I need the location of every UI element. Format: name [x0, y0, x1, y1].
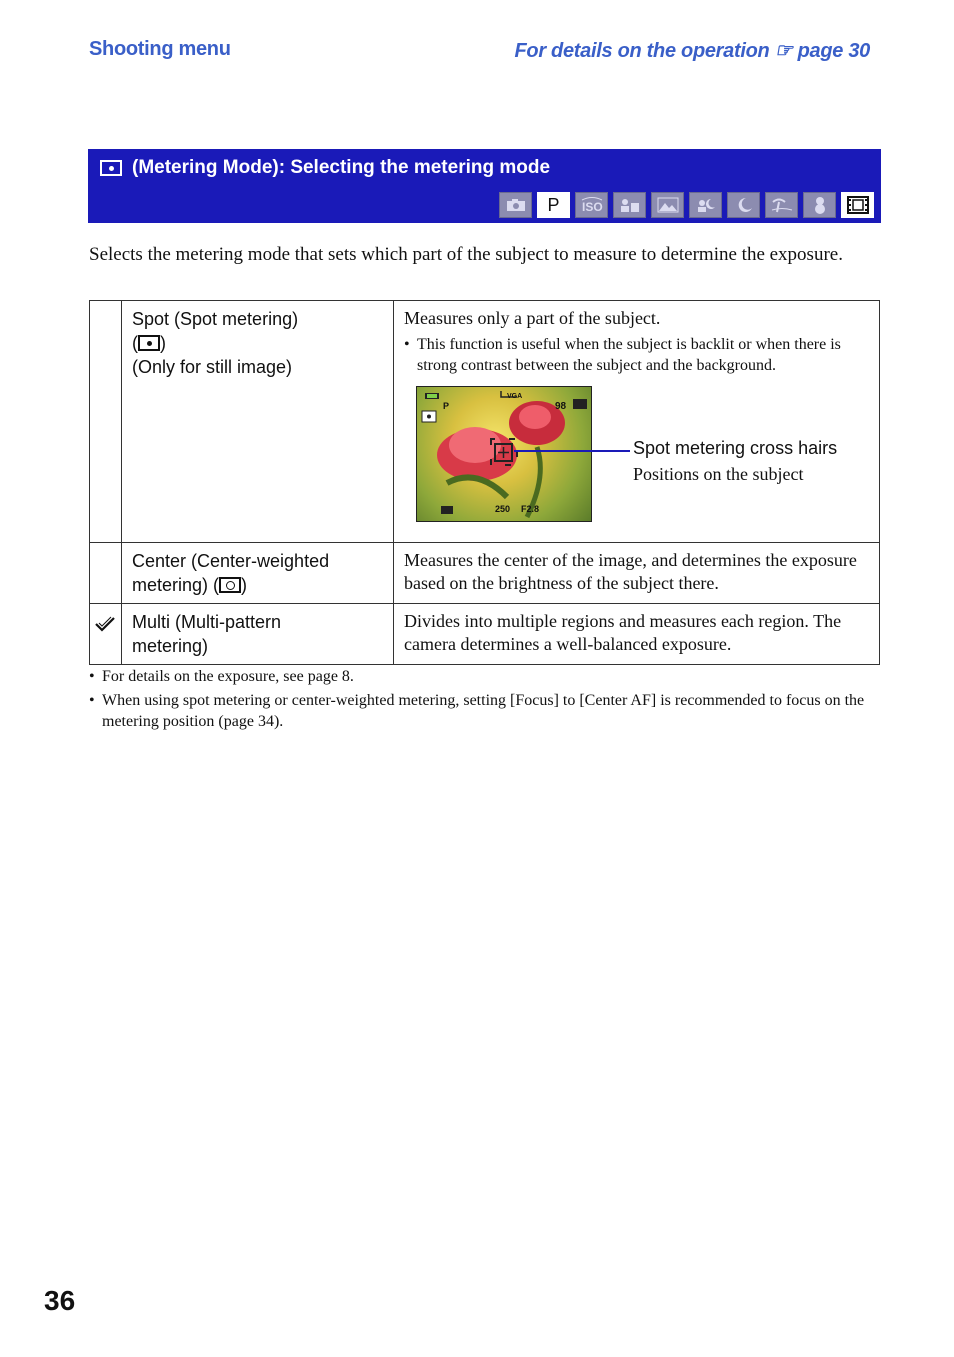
spot-icon-line: ( )	[132, 333, 166, 353]
twilight-portrait-icon	[689, 192, 722, 218]
option-name-cell	[122, 604, 394, 665]
center-weighted-icon	[219, 577, 241, 593]
footnote-item: • When using spot metering or center-weighted metering, setting [Focus] to [Center AF] is recommended to focus on the metering position (page 34).	[89, 690, 879, 732]
center-name: Center (Center-weighted	[132, 551, 330, 571]
table-row	[90, 301, 880, 543]
multi-name: Multi (Multi-pattern	[132, 612, 282, 632]
details-page: page 30	[797, 40, 870, 62]
spot-metering-icon	[100, 160, 122, 176]
shooting-mode-icons	[499, 192, 874, 218]
snow-icon	[803, 192, 836, 218]
details-text: For details on the operation	[514, 40, 770, 62]
table-row	[90, 543, 880, 604]
metering-options-table	[89, 300, 880, 665]
pointing-hand-icon: ☞	[774, 40, 793, 62]
spot-bullet: • This function is useful when the subject is backlit or when there is strong contrast between the subject and the background.	[404, 334, 869, 376]
landscape-icon	[651, 192, 684, 218]
center-name-cont: metering) (	[132, 575, 220, 595]
option-desc-cell: Measures the center of the image, and determines the exposure based on the brightness of the subject there.	[394, 543, 880, 604]
option-name-cell	[122, 301, 394, 543]
intro-paragraph: Selects the metering mode that sets which part of the subject to measure to determine the exposure.	[89, 244, 843, 265]
svg-text:ISO: ISO	[581, 200, 603, 214]
lcd-aperture: F2.8	[521, 504, 540, 514]
lcd-illustration	[404, 386, 869, 536]
callout-subtitle: Positions on the subject	[633, 464, 804, 484]
option-desc-cell	[394, 301, 880, 543]
table-row	[90, 604, 880, 665]
banner-title	[100, 157, 550, 179]
default-marker-cell	[90, 301, 122, 543]
page-number: 36	[44, 1285, 76, 1316]
lcd-shot-count: 98	[555, 401, 567, 412]
footnote-text: For details on the exposure, see page 8.	[102, 668, 354, 685]
details-header	[514, 38, 870, 63]
auto-camera-icon	[499, 192, 532, 218]
default-marker-cell	[90, 604, 122, 665]
spot-metering-icon	[138, 335, 160, 351]
high-sensitivity-icon	[575, 192, 608, 218]
default-marker-cell	[90, 543, 122, 604]
callout-leader-line	[514, 450, 630, 452]
footnotes	[89, 666, 879, 735]
center-icon-line	[132, 573, 385, 597]
lcd-mode: P	[443, 401, 450, 411]
soft-snap-icon	[613, 192, 646, 218]
lcd-shutter: 250	[495, 504, 511, 514]
footnote-item: • For details on the exposure, see page 8.	[89, 668, 354, 685]
spot-note: (Only for still image)	[132, 357, 293, 377]
spot-desc: Measures only a part of the subject.	[404, 308, 661, 328]
section-header: Shooting menu	[89, 38, 231, 60]
beach-icon	[765, 192, 798, 218]
callout-title: Spot metering cross hairs	[633, 438, 838, 458]
spot-bullet-text: This function is useful when the subject is backlit or when there is strong contrast between the subject and the background.	[417, 336, 841, 374]
footnote-text: When using spot metering or center-weighted metering, setting [Focus] to [Center AF] is recommended to focus on the metering position (page 34).	[102, 692, 865, 730]
program-mode-icon: P	[537, 192, 570, 218]
lcd-image-size: VGA	[507, 393, 523, 400]
center-name-close: )	[241, 575, 248, 595]
camera-lcd-screen	[416, 386, 592, 522]
multi-name-cont: metering)	[132, 636, 209, 656]
banner-title-text: (Metering Mode): Selecting the metering mode	[132, 157, 551, 178]
option-desc-cell: Divides into multiple regions and measures each region. The camera determines a well-balanced exposure.	[394, 604, 880, 665]
spot-name: Spot (Spot metering)	[132, 309, 299, 329]
twilight-moon-icon	[727, 192, 760, 218]
default-checkmark-icon	[94, 615, 116, 633]
section-banner	[88, 149, 881, 223]
option-name-cell	[122, 543, 394, 604]
movie-film-icon	[841, 192, 874, 218]
